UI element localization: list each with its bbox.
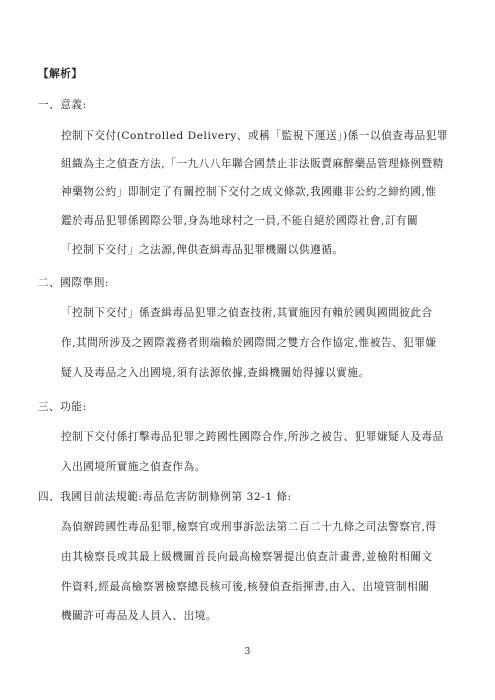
paragraph-line: 鑑於毒品犯罪係國際公罪,身為地球村之一員,不能自絕於國際社會,訂有關 [61, 215, 419, 227]
paragraph-line: 控制下交付係打擊毒品犯罪之跨國性國際合作,所涉之被告、犯罪嫌疑人及毒品 [61, 431, 444, 443]
paragraph-line: 機關許可毒品及人員入、出境。 [61, 610, 218, 622]
document-title: 【解析】 [38, 68, 83, 80]
paragraph-line: 件資料,經最高檢察署檢察總長核可後,核發偵查指揮書,由入、出境管制相關 [61, 581, 430, 593]
section-heading: 三、功能: [38, 401, 87, 413]
section-heading: 四、我國目前法規範:毒品危害防制條例第 32-1 條: [38, 491, 292, 503]
paragraph-line: 為偵辦跨國性毒品犯罪,檢察官或刑事訴訟法第二百二十九條之司法警察官,得 [61, 521, 437, 533]
paragraph-line: 疑人及毒品之入出國境,須有法源依據,查緝機關始得據以實施。 [61, 367, 370, 379]
paragraph-line: 入出國境所實施之偵查作為。 [61, 461, 206, 473]
paragraph-line: 組織為主之偵查方法,「一九八八年聯合國禁止非法販賣麻醉藥品管理條例暨精 [61, 158, 444, 170]
paragraph-line: 作,其間所涉及之國際義務者則端賴於國際間之雙方合作協定,惟被告、犯罪嫌 [61, 337, 437, 349]
paragraph-line: 「控制下交付」係查緝毒品犯罪之偵查技術,其實施因有賴於國與國間彼此合 [61, 307, 433, 319]
page-number: 3 [244, 647, 251, 657]
paragraph-line: 「控制下交付」之法源,俾供查緝毒品犯罪機關以供遵循。 [61, 244, 344, 256]
paragraph-line: 神藥物公約」即制定了有關控制下交付之成文條款,我國雖非公約之締約國,惟 [61, 186, 437, 198]
section-heading: 二、國際準則: [38, 277, 109, 289]
paragraph-line: 由其檢察長或其最上級機關首長向最高檢察署提出偵查計畫書,並檢附相關文 [61, 551, 433, 563]
section-heading: 一、意義: [38, 99, 87, 111]
paragraph-line: 控制下交付(Controlled Delivery、或稱「監視下運送」)係一以偵查毒品犯罪 [61, 130, 449, 142]
